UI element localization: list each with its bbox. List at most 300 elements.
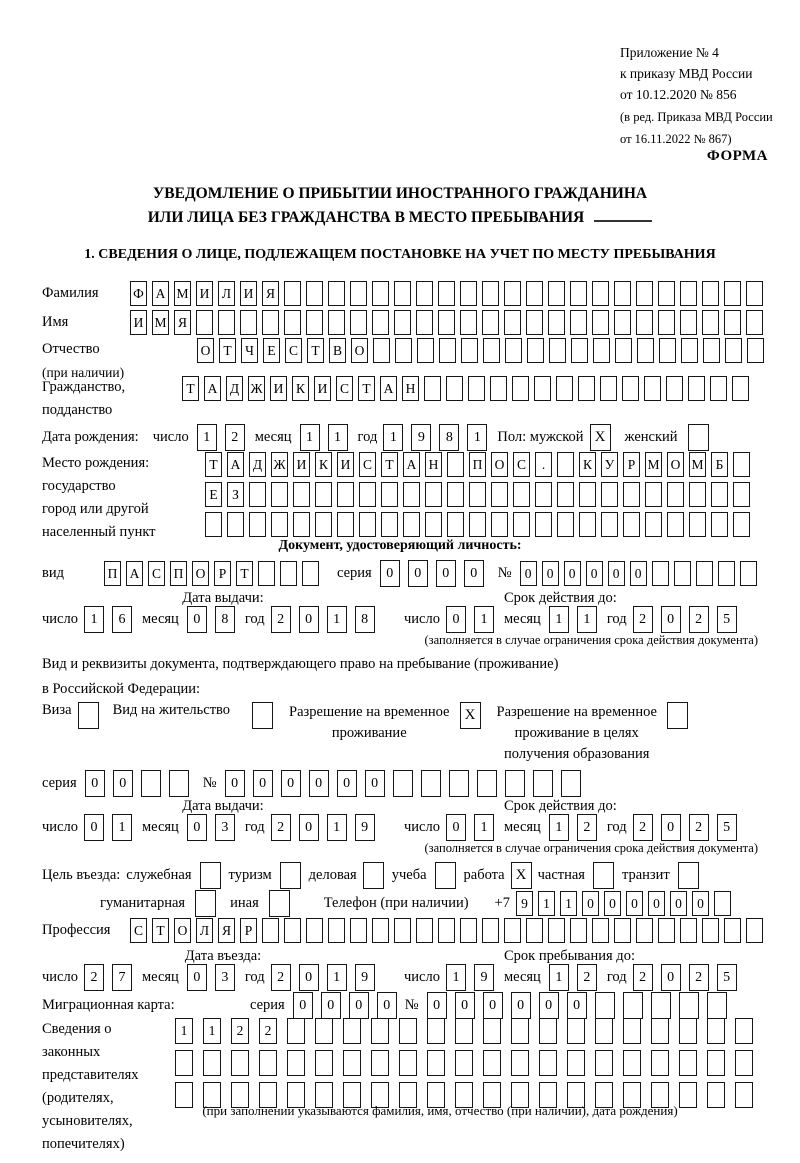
purpose-work-checkbox: X bbox=[511, 862, 532, 889]
char-cell bbox=[438, 918, 455, 943]
char-cell bbox=[548, 310, 565, 335]
char-cell bbox=[482, 918, 499, 943]
profession-cells bbox=[130, 918, 763, 943]
char-cell: К bbox=[579, 452, 596, 477]
char-cell bbox=[702, 310, 719, 335]
char-cell: К bbox=[292, 376, 309, 401]
char-cell bbox=[447, 512, 464, 537]
visit-purpose-row2 bbox=[100, 890, 731, 917]
char-cell bbox=[746, 281, 763, 306]
char-cell: 0 bbox=[309, 770, 329, 797]
char-cell bbox=[733, 512, 750, 537]
char-cell: 9 bbox=[355, 964, 375, 991]
birth-place-labels: Место рождения: государство город или другой населенный пункт bbox=[42, 455, 156, 540]
permit-number-cells bbox=[225, 770, 581, 797]
char-cell: 2 bbox=[84, 964, 104, 991]
birth-date-label: Дата рождения: bbox=[42, 429, 139, 445]
char-cell: З bbox=[227, 482, 244, 507]
residence-permit-label: Вид на жительство bbox=[112, 702, 231, 718]
profession-row bbox=[42, 918, 763, 943]
entry-dates-row bbox=[42, 964, 737, 991]
temp-residence-checkbox: X bbox=[460, 702, 481, 729]
char-cell bbox=[557, 512, 574, 537]
char-cell: 0 bbox=[661, 964, 681, 991]
char-cell bbox=[600, 376, 617, 401]
char-cell bbox=[455, 1018, 473, 1044]
purpose-business-checkbox bbox=[363, 862, 384, 889]
char-cell bbox=[696, 561, 713, 586]
char-cell: П bbox=[170, 561, 187, 586]
char-cell: И bbox=[337, 452, 354, 477]
char-cell bbox=[724, 918, 741, 943]
char-cell bbox=[689, 482, 706, 507]
day-label: число bbox=[152, 429, 189, 445]
char-cell bbox=[511, 1018, 529, 1044]
temp-residence-edu-option bbox=[497, 702, 688, 765]
char-cell: А bbox=[126, 561, 143, 586]
valid-until-group: число 0 1 месяц 1 1 год 2 0 2 5 bbox=[404, 606, 737, 633]
form-label: ФОРМА bbox=[706, 148, 768, 164]
char-cell bbox=[490, 376, 507, 401]
char-cell: 0 bbox=[377, 992, 397, 1019]
char-cell bbox=[667, 512, 684, 537]
valid-until-header: Срок действия до: bbox=[504, 590, 617, 606]
char-cell bbox=[711, 482, 728, 507]
purpose-transit-checkbox bbox=[678, 862, 699, 889]
char-cell: 0 bbox=[608, 561, 625, 586]
char-cell bbox=[491, 512, 508, 537]
char-cell bbox=[567, 1018, 585, 1044]
char-cell bbox=[240, 310, 257, 335]
char-cell bbox=[372, 281, 389, 306]
char-cell: Т bbox=[381, 452, 398, 477]
char-cell bbox=[287, 1018, 305, 1044]
char-cell bbox=[417, 338, 434, 363]
char-cell: . bbox=[535, 452, 552, 477]
char-cell: 9 bbox=[411, 424, 431, 451]
purpose-study-checkbox bbox=[435, 862, 456, 889]
char-cell: Д bbox=[249, 452, 266, 477]
char-cell bbox=[644, 376, 661, 401]
char-cell: Е bbox=[205, 482, 222, 507]
char-cell bbox=[175, 1050, 193, 1076]
char-cell: 2 bbox=[633, 964, 653, 991]
char-cell: 0 bbox=[427, 992, 447, 1019]
char-cell bbox=[614, 281, 631, 306]
char-cell bbox=[469, 482, 486, 507]
form-title-line1: УВЕДОМЛЕНИЕ О ПРИБЫТИИ ИНОСТРАННОГО ГРАЖДАНИНА bbox=[152, 185, 648, 202]
char-cell bbox=[595, 1050, 613, 1076]
char-cell bbox=[447, 452, 464, 477]
char-cell bbox=[477, 770, 497, 797]
purpose-official-checkbox bbox=[200, 862, 221, 889]
char-cell: 1 bbox=[577, 606, 597, 633]
char-cell bbox=[483, 1018, 501, 1044]
char-cell: И bbox=[270, 376, 287, 401]
char-cell: Р bbox=[240, 918, 257, 943]
char-cell: Т bbox=[182, 376, 199, 401]
char-cell: 1 bbox=[549, 964, 569, 991]
char-cell: К bbox=[315, 452, 332, 477]
char-cell bbox=[718, 561, 735, 586]
purpose-work-label: работа bbox=[463, 867, 505, 883]
char-cell: 0 bbox=[85, 770, 105, 797]
char-cell bbox=[623, 512, 640, 537]
char-cell: 2 bbox=[231, 1018, 249, 1044]
char-cell bbox=[395, 338, 412, 363]
char-cell: 0 bbox=[455, 992, 475, 1019]
doc-type-cells bbox=[104, 561, 319, 586]
char-cell: 2 bbox=[271, 814, 291, 841]
char-cell bbox=[328, 310, 345, 335]
representatives-labels: Сведения о законных представителях (родителях, усыновителях, попечителях) bbox=[42, 1021, 139, 1152]
char-cell bbox=[293, 482, 310, 507]
doc-series-label: серия bbox=[337, 565, 372, 581]
char-cell bbox=[674, 561, 691, 586]
char-cell: 2 bbox=[633, 814, 653, 841]
permit-valid-group: число 0 1 месяц 1 2 год 2 0 2 5 bbox=[404, 814, 737, 841]
char-cell bbox=[315, 1018, 333, 1044]
char-cell: О bbox=[351, 338, 368, 363]
char-cell bbox=[491, 482, 508, 507]
temp-residence-edu-checkbox bbox=[667, 702, 688, 729]
char-cell bbox=[535, 482, 552, 507]
purpose-study-label: учеба bbox=[391, 867, 427, 883]
char-cell bbox=[425, 482, 442, 507]
permit-series-cells bbox=[85, 770, 189, 797]
char-cell bbox=[571, 338, 588, 363]
char-cell bbox=[483, 1050, 501, 1076]
given-name-row bbox=[42, 310, 763, 335]
char-cell bbox=[284, 918, 301, 943]
char-cell bbox=[679, 1018, 697, 1044]
char-cell bbox=[343, 1050, 361, 1076]
char-cell: 1 bbox=[549, 606, 569, 633]
char-cell: 1 bbox=[467, 424, 487, 451]
char-cell bbox=[460, 918, 477, 943]
char-cell bbox=[350, 310, 367, 335]
permit-issue-header: Дата выдачи: bbox=[182, 798, 264, 814]
char-cell bbox=[227, 512, 244, 537]
char-cell: 1 bbox=[175, 1018, 193, 1044]
char-cell: 0 bbox=[626, 891, 643, 916]
entry-month-cells bbox=[187, 964, 235, 991]
char-cell bbox=[658, 281, 675, 306]
char-cell: 9 bbox=[516, 891, 533, 916]
char-cell bbox=[651, 1018, 669, 1044]
char-cell: 0 bbox=[187, 606, 207, 633]
entry-date-header: Дата въезда: bbox=[184, 948, 262, 964]
char-cell bbox=[399, 1050, 417, 1076]
char-cell: 0 bbox=[446, 606, 466, 633]
char-cell bbox=[710, 376, 727, 401]
char-cell bbox=[539, 1018, 557, 1044]
residence-permit-option bbox=[113, 702, 273, 729]
stay-month-cells bbox=[549, 964, 597, 991]
char-cell: О bbox=[192, 561, 209, 586]
phone-prefix: +7 bbox=[494, 895, 510, 911]
char-cell: 0 bbox=[299, 606, 319, 633]
char-cell bbox=[601, 482, 618, 507]
char-cell bbox=[702, 918, 719, 943]
char-cell: 5 bbox=[717, 606, 737, 633]
char-cell bbox=[570, 310, 587, 335]
char-cell bbox=[746, 310, 763, 335]
char-cell bbox=[724, 281, 741, 306]
char-cell bbox=[539, 1050, 557, 1076]
migration-card-row bbox=[42, 992, 727, 1019]
char-cell bbox=[141, 770, 161, 797]
char-cell: И bbox=[130, 310, 147, 335]
valid-year-cells bbox=[633, 606, 737, 633]
residence-doc-intro2: в Российской Федерации: bbox=[42, 681, 201, 697]
char-cell bbox=[733, 452, 750, 477]
char-cell: 1 bbox=[474, 606, 494, 633]
char-cell bbox=[707, 1050, 725, 1076]
char-cell bbox=[688, 376, 705, 401]
char-cell: О bbox=[667, 452, 684, 477]
residence-doc-series-row bbox=[42, 770, 581, 797]
permit-number-label: № bbox=[202, 775, 217, 791]
char-cell bbox=[579, 482, 596, 507]
given-name-cells bbox=[130, 310, 763, 335]
char-cell bbox=[249, 512, 266, 537]
char-cell bbox=[460, 281, 477, 306]
char-cell bbox=[733, 482, 750, 507]
char-cell: 2 bbox=[689, 814, 709, 841]
visit-purpose-label: Цель въезда: bbox=[42, 867, 121, 883]
char-cell: 1 bbox=[84, 606, 104, 633]
char-cell: 0 bbox=[293, 992, 313, 1019]
char-cell bbox=[557, 482, 574, 507]
char-cell: 0 bbox=[253, 770, 273, 797]
char-cell: Я bbox=[262, 281, 279, 306]
birth-place-block bbox=[42, 452, 750, 544]
char-cell: Ч bbox=[241, 338, 258, 363]
char-cell bbox=[258, 561, 275, 586]
phone-cells bbox=[516, 891, 731, 916]
section1-heading: 1. СВЕДЕНИЯ О ЛИЦЕ, ПОДЛЕЖАЩЕМ ПОСТАНОВКЕ НА УЧЕТ ПО МЕСТУ ПРЕБЫВАНИЯ bbox=[84, 247, 716, 262]
char-cell bbox=[681, 338, 698, 363]
identity-doc-note: (заполняется в случае ограничения срока действия документа) bbox=[424, 633, 758, 647]
char-cell bbox=[293, 512, 310, 537]
residence-doc-dates-row bbox=[42, 814, 737, 841]
phone-label: Телефон (при наличии) bbox=[323, 895, 469, 911]
char-cell: 1 bbox=[203, 1018, 221, 1044]
char-cell bbox=[468, 376, 485, 401]
char-cell bbox=[504, 310, 521, 335]
representatives-block bbox=[42, 1018, 753, 1156]
char-cell bbox=[315, 1050, 333, 1076]
char-cell bbox=[399, 1018, 417, 1044]
char-cell: Р bbox=[623, 452, 640, 477]
representatives-cells bbox=[175, 1018, 753, 1108]
char-cell bbox=[439, 338, 456, 363]
appendix-line: от 10.12.2020 № 856 bbox=[620, 87, 737, 102]
char-cell bbox=[614, 918, 631, 943]
stay-year-cells bbox=[633, 964, 737, 991]
citizenship-label: Гражданство, подданство bbox=[42, 379, 126, 418]
doc-series-cells bbox=[380, 560, 484, 587]
purpose-transit-label: транзит bbox=[621, 867, 670, 883]
issue-date-group: число 1 6 месяц 0 8 год 2 0 1 8 bbox=[42, 606, 404, 633]
char-cell bbox=[652, 561, 669, 586]
identity-doc-row bbox=[42, 560, 757, 587]
char-cell: С bbox=[130, 918, 147, 943]
permit-issue-month-cells bbox=[187, 814, 235, 841]
char-cell bbox=[284, 310, 301, 335]
purpose-private-label: частная bbox=[537, 867, 585, 883]
stay-day-cells bbox=[446, 964, 494, 991]
char-cell: М bbox=[689, 452, 706, 477]
char-cell bbox=[394, 310, 411, 335]
char-cell: 2 bbox=[271, 964, 291, 991]
char-cell: 0 bbox=[567, 992, 587, 1019]
char-cell: М bbox=[152, 310, 169, 335]
char-cell: 0 bbox=[630, 561, 647, 586]
issue-month-cells bbox=[187, 606, 235, 633]
char-cell: 2 bbox=[689, 606, 709, 633]
char-cell bbox=[747, 338, 764, 363]
char-cell: 0 bbox=[299, 814, 319, 841]
migration-series-label: серия bbox=[250, 997, 285, 1013]
char-cell: И bbox=[240, 281, 257, 306]
char-cell: 2 bbox=[271, 606, 291, 633]
citizenship-cells bbox=[182, 376, 749, 401]
char-cell: Ф bbox=[130, 281, 147, 306]
char-cell: А bbox=[380, 376, 397, 401]
char-cell: 2 bbox=[259, 1018, 277, 1044]
char-cell bbox=[403, 482, 420, 507]
entry-day-cells bbox=[84, 964, 132, 991]
surname-cells bbox=[130, 281, 763, 306]
char-cell bbox=[592, 281, 609, 306]
char-cell bbox=[595, 992, 615, 1019]
char-cell bbox=[394, 918, 411, 943]
char-cell bbox=[337, 512, 354, 537]
char-cell bbox=[666, 376, 683, 401]
char-cell: 0 bbox=[380, 560, 400, 587]
char-cell bbox=[595, 1018, 613, 1044]
char-cell: 0 bbox=[661, 606, 681, 633]
char-cell bbox=[302, 561, 319, 586]
char-cell bbox=[328, 281, 345, 306]
birth-year-cells bbox=[383, 424, 487, 451]
char-cell: 0 bbox=[586, 561, 603, 586]
char-cell: Ж bbox=[271, 452, 288, 477]
char-cell bbox=[231, 1050, 249, 1076]
char-cell bbox=[735, 1050, 753, 1076]
char-cell: 0 bbox=[299, 964, 319, 991]
char-cell bbox=[703, 338, 720, 363]
char-cell: О bbox=[197, 338, 214, 363]
char-cell bbox=[416, 281, 433, 306]
migration-number-cells bbox=[427, 992, 727, 1019]
char-cell bbox=[732, 376, 749, 401]
char-cell: 0 bbox=[582, 891, 599, 916]
char-cell bbox=[372, 310, 389, 335]
char-cell: М bbox=[645, 452, 662, 477]
form-title bbox=[0, 182, 800, 230]
permit-valid-header: Срок действия до: bbox=[504, 798, 617, 814]
purpose-official-label: служебная bbox=[126, 867, 192, 883]
title-underline bbox=[594, 206, 652, 222]
char-cell: И bbox=[293, 452, 310, 477]
char-cell: 9 bbox=[355, 814, 375, 841]
char-cell bbox=[534, 376, 551, 401]
char-cell: 0 bbox=[661, 814, 681, 841]
patronymic-cells bbox=[197, 338, 764, 363]
char-cell: 0 bbox=[337, 770, 357, 797]
char-cell: 1 bbox=[549, 814, 569, 841]
char-cell: 6 bbox=[112, 606, 132, 633]
char-cell: 2 bbox=[225, 424, 245, 451]
residence-doc-date-headers bbox=[42, 798, 617, 815]
char-cell bbox=[259, 1050, 277, 1076]
birth-date-row bbox=[42, 424, 709, 451]
permit-issue-day-cells bbox=[84, 814, 132, 841]
char-cell: 5 bbox=[717, 814, 737, 841]
char-cell bbox=[570, 281, 587, 306]
char-cell bbox=[371, 1018, 389, 1044]
char-cell: 1 bbox=[327, 606, 347, 633]
char-cell bbox=[702, 281, 719, 306]
char-cell bbox=[438, 281, 455, 306]
char-cell: 1 bbox=[327, 964, 347, 991]
valid-day-cells bbox=[446, 606, 494, 633]
stay-until-header: Срок пребывания до: bbox=[504, 948, 635, 964]
char-cell bbox=[707, 1018, 725, 1044]
char-cell bbox=[526, 281, 543, 306]
residence-doc-options bbox=[42, 702, 688, 765]
char-cell bbox=[373, 338, 390, 363]
char-cell: Л bbox=[218, 281, 235, 306]
char-cell: Б bbox=[711, 452, 728, 477]
char-cell bbox=[315, 482, 332, 507]
birth-month-cells bbox=[300, 424, 348, 451]
char-cell bbox=[449, 770, 469, 797]
char-cell: 1 bbox=[112, 814, 132, 841]
char-cell bbox=[740, 561, 757, 586]
char-cell: 0 bbox=[464, 560, 484, 587]
char-cell: 0 bbox=[511, 992, 531, 1019]
char-cell bbox=[637, 338, 654, 363]
char-cell bbox=[416, 310, 433, 335]
char-cell bbox=[680, 918, 697, 943]
char-cell bbox=[592, 310, 609, 335]
visit-purpose-row1 bbox=[42, 862, 699, 889]
char-cell bbox=[714, 891, 731, 916]
char-cell bbox=[651, 1050, 669, 1076]
char-cell bbox=[567, 1050, 585, 1076]
representatives-row2 bbox=[175, 1050, 753, 1076]
temp-residence-label: Разрешение на временное проживание bbox=[289, 704, 450, 741]
char-cell bbox=[561, 770, 581, 797]
doc-number-label: № bbox=[497, 565, 512, 581]
sex-female-label: женский bbox=[624, 429, 678, 445]
char-cell bbox=[645, 482, 662, 507]
char-cell: И bbox=[314, 376, 331, 401]
char-cell bbox=[196, 310, 213, 335]
char-cell bbox=[636, 918, 653, 943]
char-cell bbox=[284, 281, 301, 306]
entry-year-cells bbox=[271, 964, 375, 991]
char-cell bbox=[425, 512, 442, 537]
year-label: год bbox=[357, 429, 378, 445]
temp-residence-edu-label: Разрешение на временное проживание в целях получения образования bbox=[496, 704, 657, 762]
char-cell bbox=[615, 338, 632, 363]
issue-date-header: Дата выдачи: bbox=[182, 590, 264, 606]
